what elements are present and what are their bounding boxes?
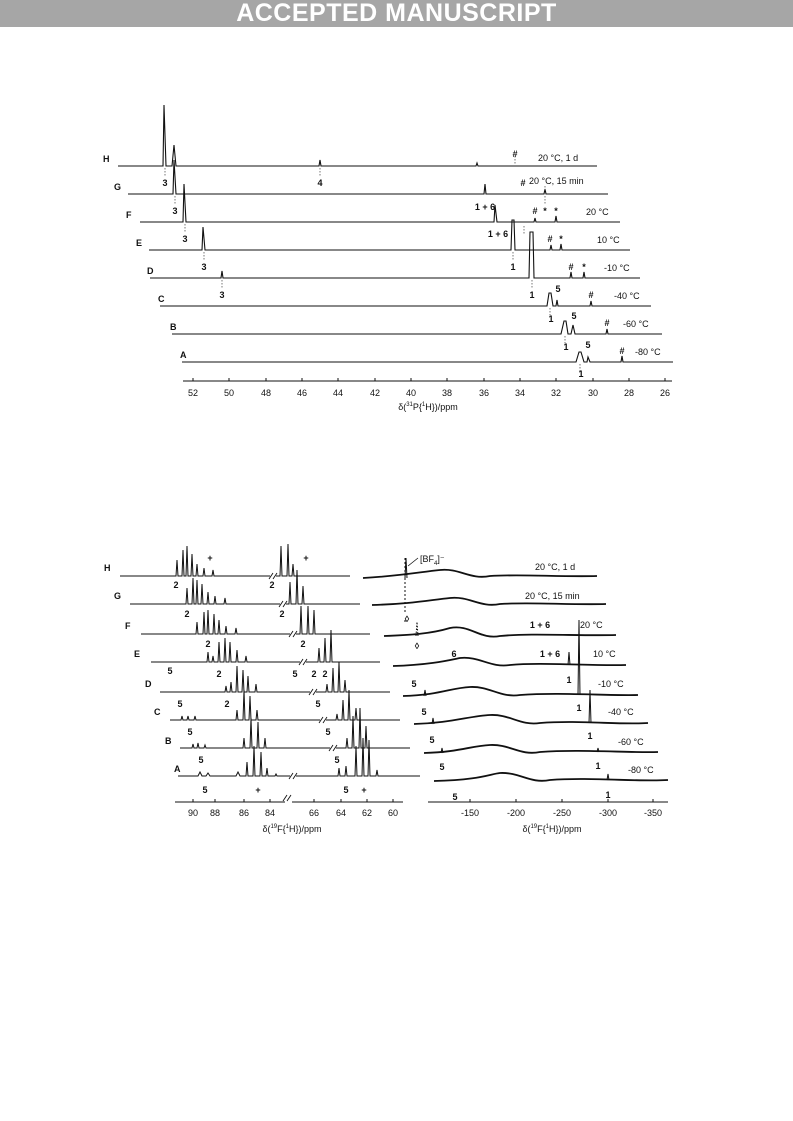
trace-B	[172, 321, 662, 334]
tick-label: 86	[238, 808, 250, 818]
peak-label-1: 1	[576, 703, 582, 713]
fig2-left-axis-title: δ($^{19}$F{$^1$H})/ppm	[262, 824, 322, 834]
peak-label-2: 2	[216, 669, 222, 679]
condition-B: -60 °C	[623, 319, 649, 329]
figure-19f-nmr-stack	[0, 540, 793, 840]
tick-label: 40	[405, 388, 417, 398]
tick-label: 46	[296, 388, 308, 398]
condition-C: -40 °C	[608, 707, 634, 717]
row-label-F: F	[126, 210, 132, 220]
condition-H: 20 °C, 1 d	[535, 562, 576, 572]
peak-label-hash: #	[547, 234, 553, 244]
left-trace-F	[141, 606, 370, 634]
row-label-G: G	[114, 182, 122, 192]
tick-label: -150	[460, 808, 480, 818]
row-label-C: C	[154, 707, 161, 717]
condition-H: 20 °C, 1 d	[538, 153, 579, 163]
row-label-D: D	[145, 679, 152, 689]
peak-label-1-plus-6: 1 + 6	[487, 229, 509, 239]
peak-label-3: 3	[182, 234, 188, 244]
condition-F: 20 °C	[580, 620, 603, 630]
condition-B: -60 °C	[618, 737, 644, 747]
tick-label: 44	[332, 388, 344, 398]
peak-label-plus: +	[361, 785, 367, 795]
condition-D: -10 °C	[598, 679, 624, 689]
bf4-label: $[BF_4]^-$	[420, 554, 445, 567]
row-label-E: E	[134, 649, 141, 659]
left-trace-G	[130, 570, 360, 604]
condition-G: 20 °C, 15 min	[529, 176, 584, 186]
peak-label-star: *	[582, 262, 586, 272]
tick-label: 48	[260, 388, 272, 398]
peak-label-1: 1	[578, 369, 584, 379]
peak-label-diamond: ◊	[404, 614, 410, 624]
peak-label-diamond: ◊	[414, 641, 420, 651]
peak-label-5: 5	[202, 785, 208, 795]
peak-label-hash: #	[619, 346, 625, 356]
trace-C	[160, 293, 651, 306]
peak-label-1-plus-6: 1 + 6	[529, 620, 551, 630]
condition-A: -80 °C	[628, 765, 654, 775]
row-label-F: F	[125, 621, 131, 631]
peak-label-5: 5	[325, 727, 331, 737]
condition-E: 10 °C	[593, 649, 616, 659]
fig1-traces	[118, 105, 673, 362]
peak-label-5: 5	[292, 669, 298, 679]
peak-label-2: 2	[224, 699, 230, 709]
left-trace-E	[151, 630, 380, 662]
peak-label-1: 1	[510, 262, 516, 272]
peak-label-5: 5	[315, 699, 321, 709]
tick-label: 38	[441, 388, 453, 398]
left-trace-D	[160, 662, 390, 692]
left-trace-A	[178, 738, 420, 776]
peak-label-2: 2	[311, 669, 317, 679]
peak-label-1: 1	[563, 342, 569, 352]
row-label-H: H	[103, 154, 110, 164]
tick-label: 30	[587, 388, 599, 398]
row-label-C: C	[158, 294, 165, 304]
fig1-peak-markers	[165, 156, 580, 372]
peak-label-1: 1	[566, 675, 572, 685]
condition-G: 20 °C, 15 min	[525, 591, 580, 601]
row-label-B: B	[170, 322, 177, 332]
right-trace-E	[393, 658, 626, 666]
peak-label-plus: +	[303, 553, 309, 563]
peak-label-6: 6	[451, 649, 457, 659]
tick-label: 26	[659, 388, 671, 398]
tick-label: 64	[335, 808, 347, 818]
fig1-x-axis	[183, 378, 672, 381]
tick-label: -200	[506, 808, 526, 818]
tick-label: 88	[209, 808, 221, 818]
peak-label-5: 5	[555, 284, 561, 294]
fig2-condition-labels	[525, 562, 654, 775]
condition-D: -10 °C	[604, 263, 630, 273]
peak-label-5: 5	[411, 679, 417, 689]
tick-label: -350	[643, 808, 663, 818]
peak-label-1-plus-6: 1 + 6	[474, 202, 496, 212]
banner-text: ACCEPTED MANUSCRIPT	[236, 0, 557, 27]
peak-label-2: 2	[269, 580, 275, 590]
row-label-A: A	[174, 764, 181, 774]
fig1-axis-title: δ($^{31}$P{$^1$H})/ppm	[398, 402, 458, 412]
peak-label-1-plus-6: 1 + 6	[539, 649, 561, 659]
peak-label-1: 1	[548, 314, 554, 324]
peak-label-2: 2	[300, 639, 306, 649]
tick-label: 34	[514, 388, 526, 398]
tick-label: 50	[223, 388, 235, 398]
fig1-condition-labels	[529, 153, 661, 357]
peak-label-1: 1	[529, 290, 535, 300]
peak-label-hash: #	[532, 206, 538, 216]
peak-label-hash: #	[512, 149, 518, 159]
peak-label-5: 5	[421, 707, 427, 717]
peak-label-2: 2	[205, 639, 211, 649]
peak-label-plus: +	[255, 785, 261, 795]
tick-label: 32	[550, 388, 562, 398]
trace-F	[140, 184, 620, 222]
peak-label-2: 2	[322, 669, 328, 679]
peak-label-hash: #	[520, 178, 526, 188]
trace-E	[149, 220, 630, 250]
row-label-B: B	[165, 736, 172, 746]
peak-label-hash: #	[568, 262, 574, 272]
peak-label-4: 4	[317, 178, 323, 188]
tick-label: 62	[361, 808, 373, 818]
condition-E: 10 °C	[597, 235, 620, 245]
bf4-leader-line	[408, 558, 418, 566]
row-label-E: E	[136, 238, 143, 248]
tick-label: 90	[187, 808, 199, 818]
fig1-row-labels	[103, 154, 187, 360]
peak-label-5: 5	[585, 340, 591, 350]
peak-label-1: 1	[605, 790, 611, 800]
peak-label-star: *	[559, 234, 563, 244]
peak-label-1: 1	[595, 761, 601, 771]
condition-F: 20 °C	[586, 207, 609, 217]
row-label-G: G	[114, 591, 122, 601]
fig2-tick-labels	[188, 808, 662, 818]
peak-label-3: 3	[172, 206, 178, 216]
peak-label-5: 5	[167, 666, 173, 676]
tick-label: 66	[308, 808, 320, 818]
peak-label-2: 2	[184, 609, 190, 619]
tick-label: 84	[264, 808, 276, 818]
peak-label-star: *	[554, 206, 558, 216]
peak-label-5: 5	[452, 792, 458, 802]
peak-label-2: 2	[279, 609, 285, 619]
condition-A: -80 °C	[635, 347, 661, 357]
tick-label: 36	[478, 388, 490, 398]
peak-label-5: 5	[343, 785, 349, 795]
fig2-right-axis-title: δ($^{19}$F{$^1$H})/ppm	[522, 824, 582, 834]
tick-label: 42	[369, 388, 381, 398]
fig1-tick-labels	[188, 388, 670, 398]
row-label-A: A	[180, 350, 187, 360]
figure-31p-nmr-stack	[0, 0, 793, 440]
fig2-axes	[175, 799, 668, 802]
left-trace-B	[180, 708, 410, 748]
peak-label-5: 5	[571, 311, 577, 321]
peak-label-5: 5	[198, 755, 204, 765]
peak-label-plus: +	[207, 553, 213, 563]
trace-D	[150, 232, 640, 278]
peak-label-star: *	[543, 206, 547, 216]
left-trace-C	[170, 690, 400, 720]
peak-label-3: 3	[201, 262, 207, 272]
tick-label: 60	[387, 808, 399, 818]
peak-label-3: 3	[219, 290, 225, 300]
peak-label-hash: #	[588, 290, 594, 300]
peak-label-5: 5	[177, 699, 183, 709]
row-label-D: D	[147, 266, 154, 276]
peak-label-2: 2	[173, 580, 179, 590]
peak-label-5: 5	[439, 762, 445, 772]
peak-label-5: 5	[334, 755, 340, 765]
tick-label: 28	[623, 388, 635, 398]
tick-label: -250	[552, 808, 572, 818]
row-label-H: H	[104, 563, 111, 573]
peak-label-hash: #	[604, 318, 610, 328]
trace-A	[182, 352, 673, 362]
condition-C: -40 °C	[614, 291, 640, 301]
peak-label-5: 5	[429, 735, 435, 745]
peak-label-5: 5	[187, 727, 193, 737]
trace-H	[118, 105, 597, 166]
fig2-right-traces	[363, 570, 668, 781]
left-trace-H	[120, 544, 350, 576]
tick-label: -300	[598, 808, 618, 818]
peak-label-3: 3	[162, 178, 168, 188]
peak-label-1: 1	[587, 731, 593, 741]
tick-label: 52	[187, 388, 199, 398]
